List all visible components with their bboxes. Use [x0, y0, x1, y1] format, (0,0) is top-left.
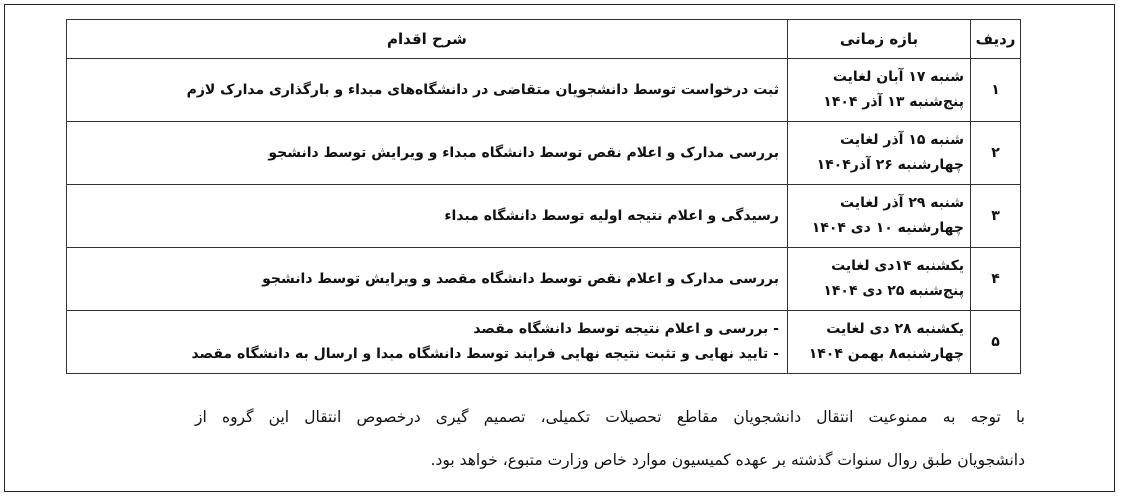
row-number: ۳	[971, 185, 1021, 248]
description-line: - تایید نهایی و تثبت نتیجه نهایی فرایند توسط دانشگاه مبدا و ارسال به دانشگاه مقصد	[191, 346, 779, 362]
row-number: ۲	[971, 122, 1021, 185]
action-description	[67, 59, 788, 122]
time-period	[788, 311, 971, 374]
description-line: - بررسی و اعلام نتیجه توسط دانشگاه مقصد	[473, 321, 779, 337]
row-number: ۵	[971, 311, 1021, 374]
footer-line-1: با توجه به ممنوعیت انتقال دانشجویان مقاطع تحصیلات تکمیلی، تصمیم گیری درخصوص انتقال این گروه از	[195, 408, 1025, 426]
period-end: چهارشنبه ۱۰ دی ۱۴۰۴	[811, 220, 964, 236]
table-row	[67, 59, 1021, 122]
header-action-description: شرح اقدام	[67, 20, 788, 59]
schedule-table	[66, 19, 1021, 374]
table-header-row	[67, 20, 1021, 59]
table-row	[67, 185, 1021, 248]
header-row-number: ردیف	[971, 20, 1021, 59]
time-period	[788, 122, 971, 185]
header-time-period: بازه زمانی	[788, 20, 971, 59]
action-description	[67, 122, 788, 185]
row-number: ۱	[971, 59, 1021, 122]
action-description	[67, 248, 788, 311]
period-end: پنج‌شنبه ۲۵ دی ۱۴۰۴	[823, 283, 964, 299]
table-row	[67, 311, 1021, 374]
footer-line-2: دانشجویان طبق روال سنوات گذشته بر عهده کمیسیون موارد خاص وزارت متبوع، خواهد بود.	[430, 451, 1025, 469]
action-description	[67, 311, 788, 374]
description-line: بررسی مدارک و اعلام نقص توسط دانشگاه مبداء و ویرایش توسط دانشجو	[268, 144, 779, 161]
period-start: شنبه ۱۵ آذر لغایت	[840, 132, 964, 148]
period-start: یکشنبه ۱۴دی لغایت	[831, 258, 964, 274]
description-line: رسیدگی و اعلام نتیجه اولیه توسط دانشگاه مبداء	[444, 207, 779, 224]
period-end: پنج‌شنبه ۱۳ آذر ۱۴۰۴	[823, 94, 964, 110]
description-line: ثبت درخواست توسط دانشجویان متقاضی در دانشگاه‌های مبداء و بارگذاری مدارک لازم	[186, 81, 779, 98]
description-line: بررسی مدارک و اعلام نقص توسط دانشگاه مقصد و ویرایش توسط دانشجو	[262, 270, 779, 287]
table-row	[67, 248, 1021, 311]
table-row	[67, 122, 1021, 185]
time-period	[788, 248, 971, 311]
row-number: ۴	[971, 248, 1021, 311]
footer-paragraph	[195, 396, 1025, 482]
time-period	[788, 185, 971, 248]
period-end: چهارشنبه ۲۶ آذر۱۴۰۴	[816, 157, 964, 173]
time-period	[788, 59, 971, 122]
period-start: شنبه ۱۷ آبان لغایت	[832, 69, 964, 85]
period-end: چهارشنبه۸ بهمن ۱۴۰۴	[808, 346, 964, 362]
period-start: یکشنبه ۲۸ دی لغایت	[826, 321, 964, 337]
period-start: شنبه ۲۹ آذر لغایت	[840, 195, 964, 211]
action-description	[67, 185, 788, 248]
